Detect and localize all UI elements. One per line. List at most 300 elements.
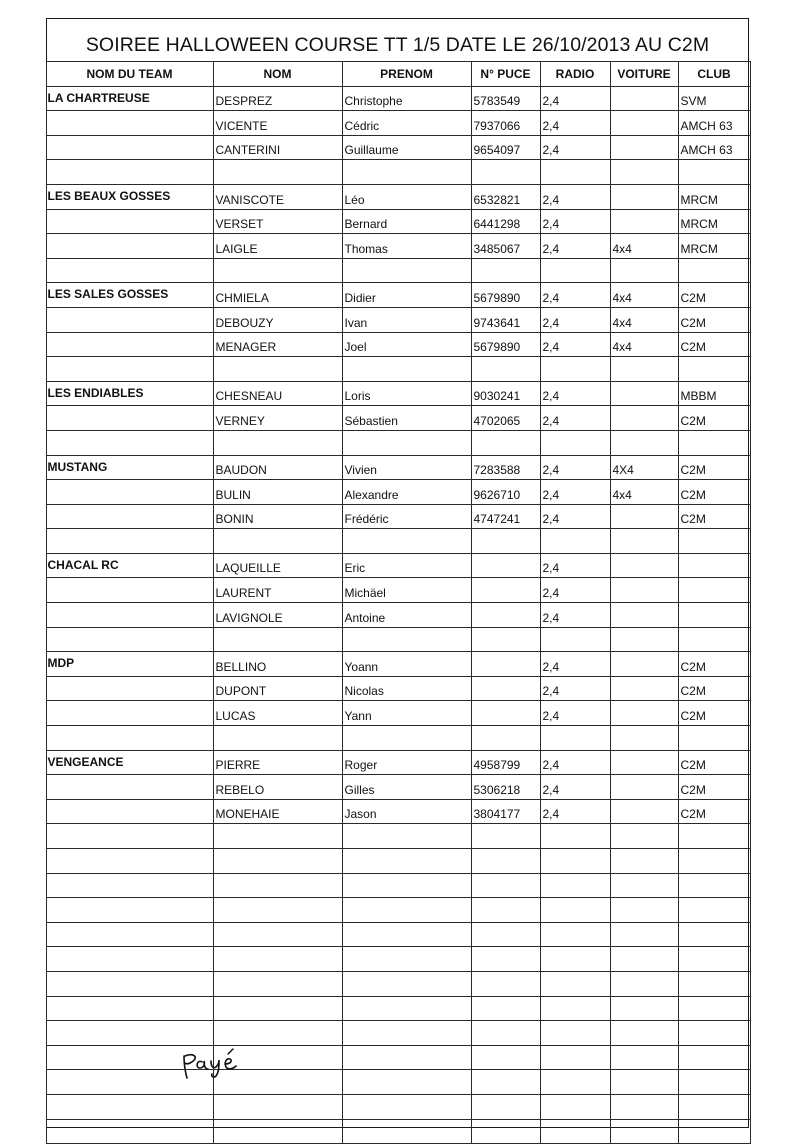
radio-cell <box>540 1094 610 1119</box>
first-name-cell: Cédric <box>342 111 471 136</box>
club-cell: C2M <box>678 307 750 332</box>
table-row <box>46 603 750 628</box>
table-row <box>46 332 750 357</box>
team-name-cell <box>46 676 213 701</box>
chip-number-cell: 3485067 <box>471 234 540 259</box>
last-name-cell: CANTERINI <box>213 135 342 160</box>
radio-cell: 2,4 <box>540 307 610 332</box>
first-name-cell: Joel <box>342 332 471 357</box>
chip-number-cell: 5783549 <box>471 86 540 111</box>
table-row <box>46 947 750 972</box>
first-name-cell <box>342 357 471 382</box>
table-row <box>46 258 750 283</box>
radio-cell <box>540 258 610 283</box>
table-row <box>46 799 750 824</box>
radio-cell: 2,4 <box>540 135 610 160</box>
club-cell: C2M <box>678 701 750 726</box>
team-name-cell <box>46 406 213 431</box>
radio-cell: 2,4 <box>540 504 610 529</box>
table-row <box>46 824 750 849</box>
last-name-cell: LUCAS <box>213 701 342 726</box>
team-name-cell <box>46 234 213 259</box>
first-name-cell: Guillaume <box>342 135 471 160</box>
club-cell: C2M <box>678 455 750 480</box>
car-type-cell <box>610 775 678 800</box>
last-name-cell <box>213 160 342 185</box>
car-type-cell <box>610 258 678 283</box>
club-cell <box>678 1021 750 1046</box>
table-row <box>46 898 750 923</box>
table-row <box>46 578 750 603</box>
radio-cell: 2,4 <box>540 775 610 800</box>
table-row <box>46 627 750 652</box>
team-name-cell <box>46 996 213 1021</box>
table-row <box>46 873 750 898</box>
car-type-cell <box>610 504 678 529</box>
team-name-cell <box>46 480 213 505</box>
team-name-cell: LA CHARTREUSE <box>46 86 213 111</box>
chip-number-cell: 5306218 <box>471 775 540 800</box>
last-name-cell <box>213 996 342 1021</box>
chip-number-cell <box>471 1045 540 1070</box>
club-cell <box>678 578 750 603</box>
club-cell: MBBM <box>678 381 750 406</box>
team-name-cell <box>46 357 213 382</box>
radio-cell <box>540 849 610 874</box>
club-cell: MRCM <box>678 234 750 259</box>
team-name-cell <box>46 799 213 824</box>
car-type-cell <box>610 1119 678 1144</box>
first-name-cell <box>342 627 471 652</box>
club-cell: AMCH 63 <box>678 111 750 136</box>
chip-number-cell <box>471 1070 540 1095</box>
chip-number-cell <box>471 553 540 578</box>
chip-number-cell <box>471 676 540 701</box>
radio-cell: 2,4 <box>540 701 610 726</box>
table-row <box>46 529 750 554</box>
first-name-cell: Ivan <box>342 307 471 332</box>
club-cell <box>678 1070 750 1095</box>
radio-cell: 2,4 <box>540 480 610 505</box>
radio-cell <box>540 996 610 1021</box>
car-type-cell <box>610 947 678 972</box>
first-name-cell <box>342 922 471 947</box>
radio-cell <box>540 873 610 898</box>
table-row <box>46 430 750 455</box>
last-name-cell <box>213 258 342 283</box>
car-type-cell: 4x4 <box>610 332 678 357</box>
club-cell <box>678 996 750 1021</box>
last-name-cell <box>213 898 342 923</box>
team-name-cell <box>46 578 213 603</box>
table-row <box>46 1119 750 1144</box>
team-name-cell <box>46 947 213 972</box>
table-header-row <box>46 62 750 87</box>
club-cell <box>678 849 750 874</box>
chip-number-cell <box>471 430 540 455</box>
last-name-cell <box>213 873 342 898</box>
team-name-cell <box>46 775 213 800</box>
radio-cell: 2,4 <box>540 184 610 209</box>
club-cell <box>678 553 750 578</box>
first-name-cell: Thomas <box>342 234 471 259</box>
last-name-cell <box>213 1094 342 1119</box>
last-name-cell: VERNEY <box>213 406 342 431</box>
radio-cell <box>540 1021 610 1046</box>
radio-cell: 2,4 <box>540 209 610 234</box>
chip-number-cell <box>471 726 540 751</box>
chip-number-cell: 5679890 <box>471 283 540 308</box>
first-name-cell <box>342 258 471 283</box>
radio-cell <box>540 627 610 652</box>
chip-number-cell <box>471 603 540 628</box>
chip-number-cell <box>471 701 540 726</box>
header-club: CLUB <box>678 62 750 87</box>
team-name-cell <box>46 849 213 874</box>
team-name-cell <box>46 135 213 160</box>
club-cell: C2M <box>678 283 750 308</box>
first-name-cell <box>342 898 471 923</box>
table-row <box>46 455 750 480</box>
first-name-cell: Léo <box>342 184 471 209</box>
car-type-cell <box>610 603 678 628</box>
club-cell <box>678 160 750 185</box>
chip-number-cell <box>471 849 540 874</box>
table-row <box>46 307 750 332</box>
last-name-cell: DUPONT <box>213 676 342 701</box>
first-name-cell <box>342 529 471 554</box>
last-name-cell: BAUDON <box>213 455 342 480</box>
team-name-cell: LES BEAUX GOSSES <box>46 184 213 209</box>
table-row <box>46 184 750 209</box>
club-cell <box>678 603 750 628</box>
car-type-cell <box>610 652 678 677</box>
radio-cell <box>540 726 610 751</box>
radio-cell: 2,4 <box>540 406 610 431</box>
chip-number-cell <box>471 824 540 849</box>
car-type-cell <box>610 824 678 849</box>
chip-number-cell: 9743641 <box>471 307 540 332</box>
team-name-cell <box>46 160 213 185</box>
team-name-cell <box>46 1094 213 1119</box>
car-type-cell <box>610 701 678 726</box>
team-name-cell: VENGEANCE <box>46 750 213 775</box>
team-name-cell <box>46 603 213 628</box>
first-name-cell: Yann <box>342 701 471 726</box>
chip-number-cell: 7283588 <box>471 455 540 480</box>
club-cell <box>678 873 750 898</box>
chip-number-cell: 3804177 <box>471 799 540 824</box>
chip-number-cell: 6532821 <box>471 184 540 209</box>
last-name-cell: PIERRE <box>213 750 342 775</box>
chip-number-cell <box>471 578 540 603</box>
radio-cell: 2,4 <box>540 603 610 628</box>
first-name-cell: Alexandre <box>342 480 471 505</box>
chip-number-cell: 7937066 <box>471 111 540 136</box>
table-row <box>46 480 750 505</box>
radio-cell <box>540 898 610 923</box>
last-name-cell: VANISCOTE <box>213 184 342 209</box>
header-radio: RADIO <box>540 62 610 87</box>
car-type-cell <box>610 160 678 185</box>
chip-number-cell <box>471 258 540 283</box>
car-type-cell: 4X4 <box>610 455 678 480</box>
handwritten-signature <box>180 1042 260 1082</box>
car-type-cell: 4x4 <box>610 283 678 308</box>
table-row <box>46 701 750 726</box>
table-row <box>46 1094 750 1119</box>
chip-number-cell <box>471 652 540 677</box>
team-name-cell: LES SALES GOSSES <box>46 283 213 308</box>
radio-cell <box>540 1045 610 1070</box>
last-name-cell: DESPREZ <box>213 86 342 111</box>
car-type-cell <box>610 529 678 554</box>
radio-cell: 2,4 <box>540 676 610 701</box>
first-name-cell: Christophe <box>342 86 471 111</box>
chip-number-cell <box>471 947 540 972</box>
car-type-cell <box>610 971 678 996</box>
radio-cell <box>540 529 610 554</box>
club-cell: MRCM <box>678 184 750 209</box>
car-type-cell: 4x4 <box>610 480 678 505</box>
car-type-cell <box>610 184 678 209</box>
last-name-cell: VICENTE <box>213 111 342 136</box>
team-name-cell <box>46 627 213 652</box>
last-name-cell: LAQUEILLE <box>213 553 342 578</box>
club-cell <box>678 922 750 947</box>
team-name-cell: LES ENDIABLES <box>46 381 213 406</box>
team-name-cell <box>46 430 213 455</box>
team-name-cell <box>46 332 213 357</box>
last-name-cell: MENAGER <box>213 332 342 357</box>
radio-cell: 2,4 <box>540 553 610 578</box>
car-type-cell <box>610 676 678 701</box>
club-cell: AMCH 63 <box>678 135 750 160</box>
table-body <box>46 86 750 1144</box>
radio-cell <box>540 824 610 849</box>
club-cell: C2M <box>678 406 750 431</box>
table-row <box>46 135 750 160</box>
table-row <box>46 209 750 234</box>
team-name-cell <box>46 258 213 283</box>
radio-cell: 2,4 <box>540 332 610 357</box>
first-name-cell <box>342 1045 471 1070</box>
table-row <box>46 996 750 1021</box>
car-type-cell <box>610 849 678 874</box>
club-cell <box>678 627 750 652</box>
header-team: NOM DU TEAM <box>46 62 213 87</box>
first-name-cell <box>342 824 471 849</box>
first-name-cell: Antoine <box>342 603 471 628</box>
team-name-cell <box>46 971 213 996</box>
club-cell: C2M <box>678 332 750 357</box>
car-type-cell: 4x4 <box>610 307 678 332</box>
chip-number-cell <box>471 898 540 923</box>
last-name-cell <box>213 627 342 652</box>
chip-number-cell: 9030241 <box>471 381 540 406</box>
last-name-cell <box>213 430 342 455</box>
chip-number-cell: 9654097 <box>471 135 540 160</box>
chip-number-cell <box>471 1094 540 1119</box>
club-cell <box>678 898 750 923</box>
table-row <box>46 922 750 947</box>
last-name-cell: LAURENT <box>213 578 342 603</box>
first-name-cell <box>342 873 471 898</box>
chip-number-cell <box>471 996 540 1021</box>
first-name-cell: Michäel <box>342 578 471 603</box>
car-type-cell <box>610 799 678 824</box>
car-type-cell <box>610 135 678 160</box>
table-row <box>46 849 750 874</box>
club-cell <box>678 947 750 972</box>
last-name-cell: LAIGLE <box>213 234 342 259</box>
last-name-cell: BELLINO <box>213 652 342 677</box>
first-name-cell: Gilles <box>342 775 471 800</box>
last-name-cell: REBELO <box>213 775 342 800</box>
first-name-cell <box>342 947 471 972</box>
club-cell <box>678 258 750 283</box>
team-name-cell <box>46 111 213 136</box>
radio-cell <box>540 1070 610 1095</box>
car-type-cell <box>610 627 678 652</box>
chip-number-cell <box>471 922 540 947</box>
header-voiture: VOITURE <box>610 62 678 87</box>
car-type-cell <box>610 1021 678 1046</box>
last-name-cell: DEBOUZY <box>213 307 342 332</box>
table-row <box>46 357 750 382</box>
first-name-cell: Eric <box>342 553 471 578</box>
club-cell: MRCM <box>678 209 750 234</box>
chip-number-cell: 4702065 <box>471 406 540 431</box>
team-name-cell <box>46 701 213 726</box>
team-name-cell <box>46 873 213 898</box>
first-name-cell <box>342 849 471 874</box>
radio-cell: 2,4 <box>540 86 610 111</box>
club-cell: C2M <box>678 750 750 775</box>
car-type-cell <box>610 873 678 898</box>
car-type-cell <box>610 430 678 455</box>
club-cell <box>678 726 750 751</box>
first-name-cell: Roger <box>342 750 471 775</box>
club-cell: C2M <box>678 480 750 505</box>
car-type-cell <box>610 357 678 382</box>
radio-cell: 2,4 <box>540 799 610 824</box>
last-name-cell: BONIN <box>213 504 342 529</box>
car-type-cell <box>610 750 678 775</box>
radio-cell <box>540 922 610 947</box>
first-name-cell <box>342 1070 471 1095</box>
table-row <box>46 971 750 996</box>
first-name-cell: Didier <box>342 283 471 308</box>
table-row <box>46 1045 750 1070</box>
club-cell <box>678 357 750 382</box>
table-row <box>46 726 750 751</box>
team-name-cell <box>46 898 213 923</box>
last-name-cell: BULIN <box>213 480 342 505</box>
page-title: SOIREE HALLOWEEN COURSE TT 1/5 DATE LE 26/10/2013 AU C2M <box>85 34 710 56</box>
table-row <box>46 775 750 800</box>
table-row <box>46 234 750 259</box>
club-cell <box>678 1119 750 1144</box>
radio-cell <box>540 430 610 455</box>
header-nom: NOM <box>213 62 342 87</box>
team-name-cell: CHACAL RC <box>46 553 213 578</box>
chip-number-cell <box>471 627 540 652</box>
radio-cell: 2,4 <box>540 283 610 308</box>
team-name-cell <box>46 209 213 234</box>
team-name-cell <box>46 726 213 751</box>
first-name-cell: Bernard <box>342 209 471 234</box>
club-cell: C2M <box>678 504 750 529</box>
first-name-cell <box>342 996 471 1021</box>
table-row <box>46 676 750 701</box>
team-name-cell <box>46 504 213 529</box>
first-name-cell <box>342 1119 471 1144</box>
table-row <box>46 1021 750 1046</box>
last-name-cell <box>213 357 342 382</box>
last-name-cell <box>213 922 342 947</box>
car-type-cell: 4x4 <box>610 234 678 259</box>
car-type-cell <box>610 406 678 431</box>
first-name-cell: Frédéric <box>342 504 471 529</box>
club-cell: C2M <box>678 676 750 701</box>
car-type-cell <box>610 553 678 578</box>
header-prenom: PRENOM <box>342 62 471 87</box>
table-row <box>46 111 750 136</box>
car-type-cell <box>610 996 678 1021</box>
radio-cell <box>540 1119 610 1144</box>
first-name-cell <box>342 1021 471 1046</box>
radio-cell <box>540 971 610 996</box>
table-row <box>46 406 750 431</box>
first-name-cell <box>342 971 471 996</box>
table-row <box>46 86 750 111</box>
last-name-cell <box>213 971 342 996</box>
radio-cell: 2,4 <box>540 652 610 677</box>
club-cell <box>678 1094 750 1119</box>
car-type-cell <box>610 578 678 603</box>
last-name-cell: VERSET <box>213 209 342 234</box>
team-name-cell <box>46 824 213 849</box>
car-type-cell <box>610 111 678 136</box>
last-name-cell <box>213 529 342 554</box>
chip-number-cell <box>471 971 540 996</box>
last-name-cell: MONEHAIE <box>213 799 342 824</box>
team-name-cell: MUSTANG <box>46 455 213 480</box>
last-name-cell <box>213 947 342 972</box>
table-row <box>46 652 750 677</box>
car-type-cell <box>610 922 678 947</box>
chip-number-cell <box>471 1119 540 1144</box>
car-type-cell <box>610 381 678 406</box>
chip-number-cell: 4958799 <box>471 750 540 775</box>
chip-number-cell <box>471 529 540 554</box>
chip-number-cell <box>471 1021 540 1046</box>
club-cell <box>678 1045 750 1070</box>
radio-cell: 2,4 <box>540 455 610 480</box>
header-puce: N° PUCE <box>471 62 540 87</box>
car-type-cell <box>610 1070 678 1095</box>
last-name-cell <box>213 824 342 849</box>
car-type-cell <box>610 86 678 111</box>
radio-cell <box>540 160 610 185</box>
first-name-cell: Nicolas <box>342 676 471 701</box>
first-name-cell: Jason <box>342 799 471 824</box>
chip-number-cell: 9626710 <box>471 480 540 505</box>
last-name-cell: LAVIGNOLE <box>213 603 342 628</box>
club-cell: C2M <box>678 652 750 677</box>
car-type-cell <box>610 726 678 751</box>
